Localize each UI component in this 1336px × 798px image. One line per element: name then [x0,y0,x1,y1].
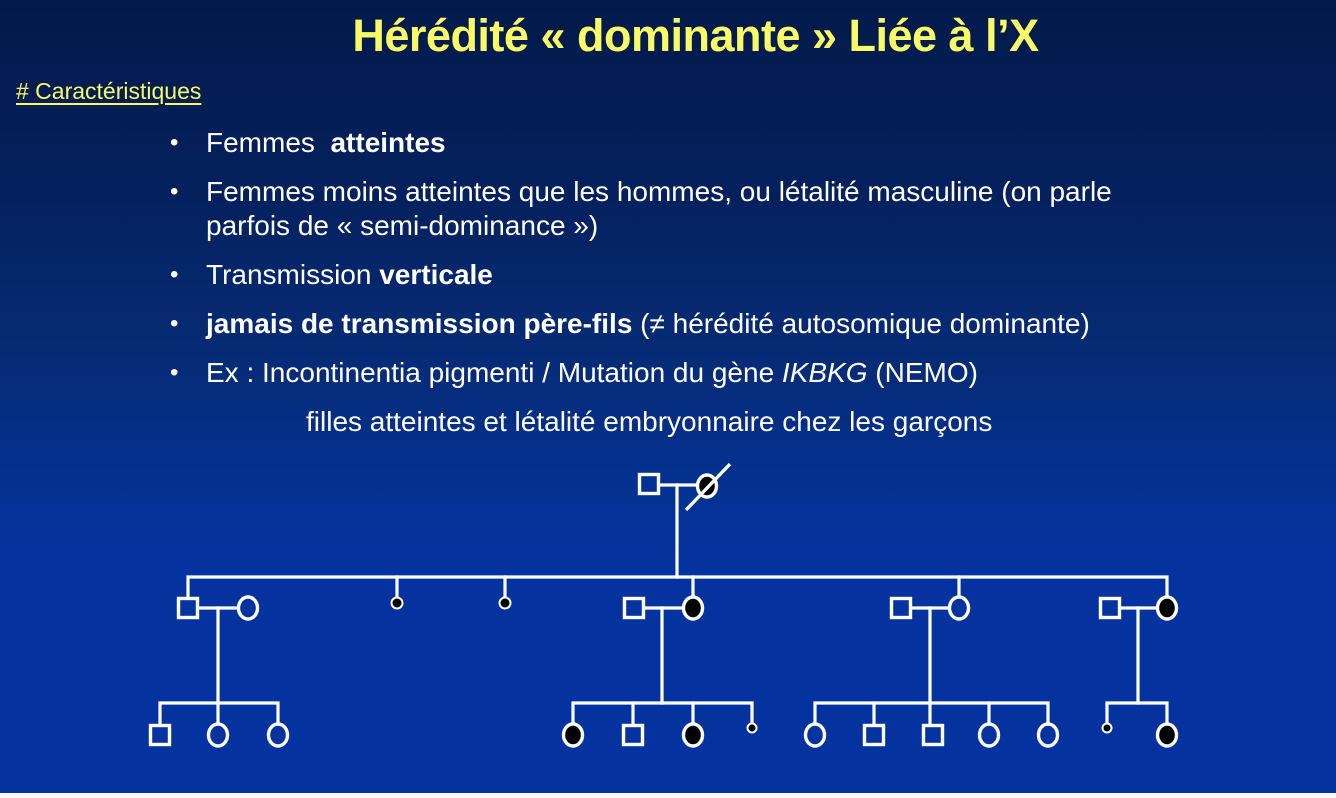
bullet-marker-icon: • [170,310,179,337]
bullet-text: jamais de transmission père-fils (≠ hérédité autosomique dominante) [206,308,1090,339]
deceased-slash-icon [686,464,730,510]
pedigree-individual-III-14-circle-icon [1158,724,1177,746]
bullet-marker-icon: • [170,129,179,156]
pedigree-connector [1107,703,1167,724]
pedigree-individual-III-5-square-icon [624,726,643,745]
pedigree-individual-III-13-miscarriage-icon [1103,724,1112,733]
pedigree-individual-II-9-square-icon [1101,599,1120,618]
pedigree-individual-III-4-circle-icon [564,724,583,746]
bullet-text: Femmes atteintes [206,127,446,158]
pedigree-individual-III-9-square-icon [865,726,884,745]
pedigree-individual-I-1-square-icon [640,475,659,494]
pedigree-connector [573,703,752,724]
pedigree-individual-II-4-miscarriage-icon [500,598,511,609]
pedigree-individual-III-11-circle-icon [980,724,999,746]
pedigree-connector [188,577,1167,598]
pedigree-individual-III-3-circle-icon [269,724,288,746]
pedigree-individual-III-7-miscarriage-icon [748,724,757,733]
pedigree-individual-II-1-square-icon [179,599,198,618]
slide-title: Hérédité « dominante » Liée à l’X [352,10,1039,61]
pedigree-individual-II-5-square-icon [625,599,644,618]
pedigree-individual-II-7-square-icon [892,599,911,618]
bullet-text: Femmes moins atteintes que les hommes, ou létalité masculine (on parle parfois de « semi-dominance ») [206,176,1112,241]
bullet-marker-icon: • [170,261,179,288]
slide-edge-strip [0,793,1336,798]
section-heading: # Caractéristiques [16,78,202,104]
pedigree-individual-II-6-circle-icon [684,597,703,619]
pedigree-individual-III-8-circle-icon [806,724,825,746]
pedigree-individual-II-3-miscarriage-icon [392,598,403,609]
bullet-marker-icon: • [170,359,179,386]
pedigree-individual-II-2-circle-icon [239,597,258,619]
pedigree-individual-II-8-circle-icon [950,597,969,619]
pedigree-individual-III-10-square-icon [924,726,943,745]
pedigree-individual-III-12-circle-icon [1039,724,1058,746]
pedigree-individual-III-6-circle-icon [684,724,703,746]
bullet-marker-icon: • [170,178,179,205]
pedigree-individual-III-1-square-icon [151,726,170,745]
pedigree-individual-II-10-circle-icon [1158,597,1177,619]
pedigree-individual-III-2-circle-icon [209,724,228,746]
bullet-text: Ex : Incontinentia pigmenti / Mutation du gène IKBKG (NEMO) [206,357,978,388]
bullet-text: Transmission verticale [206,259,493,290]
bullet-text: filles atteintes et létalité embryonnaire chez les garçons [306,406,993,437]
